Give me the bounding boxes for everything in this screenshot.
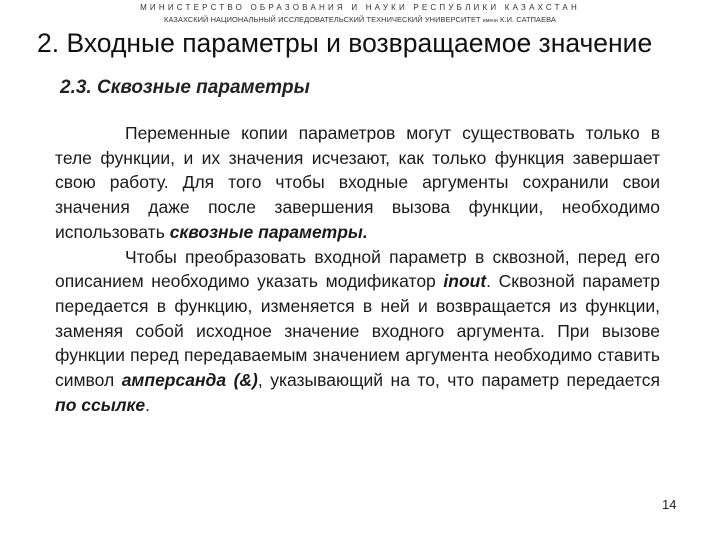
page-number: 14 <box>662 497 677 512</box>
university-named-after: имени <box>482 18 498 24</box>
modifier-inout: inout <box>443 271 487 292</box>
paragraph-2-text-c: , указывающий на то, что параметр передается <box>257 370 660 391</box>
paragraph-2-text-d: . <box>145 394 151 415</box>
slide-body <box>55 121 660 417</box>
paragraph-1-period: . <box>362 221 368 242</box>
term-by-reference: по ссылке <box>55 394 146 415</box>
university-namesake: К.И. САТПАЕВА <box>500 15 556 24</box>
paragraph-2 <box>55 245 660 418</box>
paragraph-2-text-b: . Сквозной параметр передается в функцию, изменяется в ней и возвращается из функции, заменяя собой исходное значение входного аргумента. При вызове функции перед передаваемым значением аргумента необходимо ставить символ <box>55 271 660 391</box>
paragraph-1-text: Переменные копии параметров могут существовать только в теле функции, и их значения исчезают, как только функция завершает свою работу. Для того чтобы входные аргументы сохранили свои значения даже после завершения вызова функции, необходимо использовать <box>55 123 660 242</box>
paragraph-2-text-a: Чтобы преобразовать входной параметр в сквозной, перед его описанием необходимо указать модификатор <box>55 246 660 292</box>
term-ampersand: амперсанда (&) <box>121 370 258 391</box>
university-name: КАЗАХСКИЙ НАЦИОНАЛЬНЫЙ ИССЛЕДОВАТЕЛЬСКИЙ ТЕХНИЧЕСКИЙ УНИВЕРСИТЕТ <box>164 15 481 24</box>
university-header <box>0 15 720 24</box>
ministry-header: МИНИСТЕРСТВО ОБРАЗОВАНИЯ И НАУКИ РЕСПУБЛИКИ КАЗАХСТАН <box>140 3 580 12</box>
term-through-parameters: сквозные параметры <box>169 221 363 242</box>
paragraph-1 <box>55 121 660 245</box>
slide-subtitle: 2.3. Сквозные параметры <box>60 77 310 98</box>
slide-title: 2. Входные параметры и возвращаемое значение <box>37 28 653 58</box>
